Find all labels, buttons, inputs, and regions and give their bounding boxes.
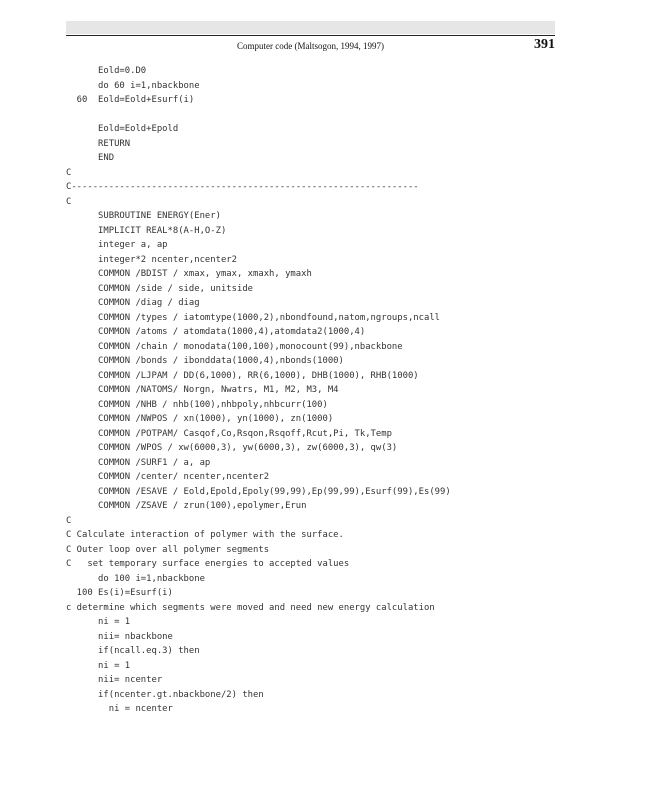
top-shade-bar — [66, 21, 555, 34]
code-line: ni = ncenter — [66, 704, 173, 714]
header-rule — [66, 35, 555, 36]
code-line: do 100 i=1,nbackbone — [66, 573, 205, 584]
code-line: ni = 1 — [66, 617, 131, 627]
code-line: COMMON /types / iatomtype(1000,2),nbondfound,natom,ngroups,ncall — [66, 312, 441, 323]
code-listing — [66, 64, 451, 717]
code-line: COMMON /BDIST / xmax, ymax, xmaxh, ymaxh — [66, 269, 312, 279]
code-line: do 60 i=1,nbackbone — [66, 80, 200, 91]
code-line: Eold=0.D0 — [66, 66, 147, 76]
code-line: END — [66, 153, 115, 163]
code-line: C Calculate interaction of polymer with the surface. — [66, 530, 344, 540]
code-line: COMMON /chain / monodata(100,100),monocount(99),nbackbone — [66, 341, 403, 352]
code-line: COMMON /ESAVE / Eold,Epold,Epoly(99,99),Ep(99,99),Esurf(99),Es(99) — [66, 486, 451, 497]
code-line: integer a, ap — [66, 240, 168, 250]
code-line: COMMON /side / side, unitside — [66, 283, 254, 294]
code-line: C — [66, 167, 72, 178]
code-line: COMMON /ZSAVE / zrun(100),epolymer,Erun — [66, 501, 307, 511]
code-line: integer*2 ncenter,ncenter2 — [66, 254, 237, 265]
code-line: C set temporary surface energies to accepted values — [66, 559, 350, 569]
running-title: Computer code (Maltsogon, 1994, 1997) — [237, 41, 384, 51]
code-line: C — [66, 196, 72, 207]
code-line: C----------------------------------------------------------------- — [66, 182, 419, 192]
code-line: COMMON /diag / diag — [66, 298, 200, 308]
code-line: COMMON /bonds / ibonddata(1000,4),nbonds(1000) — [66, 356, 344, 366]
code-line: COMMON /SURF1 / a, ap — [66, 457, 211, 468]
code-line: C — [66, 515, 72, 526]
page-number: 391 — [534, 37, 555, 52]
code-line: COMMON /NHB / nhb(100),nhbpoly,nhbcurr(100) — [66, 399, 328, 410]
code-line — [66, 108, 451, 123]
code-line: if(ncenter.gt.nbackbone/2) then — [66, 689, 264, 700]
code-line: COMMON /atoms / atomdata(1000,4),atomdata2(1000,4) — [66, 327, 366, 337]
code-line: 60 Eold=Eold+Esurf(i) — [66, 95, 195, 105]
code-line: RETURN — [66, 138, 131, 149]
code-line: COMMON /LJPAM / DD(6,1000), RR(6,1000), DHB(1000), RHB(1000) — [66, 370, 419, 381]
code-line: nii= ncenter — [66, 675, 163, 685]
code-line: COMMON /WPOS / xw(6000,3), yw(6000,3), zw(6000,3), qw(3) — [66, 443, 398, 453]
code-line: c determine which segments were moved and need new energy calculation — [66, 602, 435, 613]
code-line: if(ncall.eq.3) then — [66, 646, 200, 656]
code-line: IMPLICIT REAL*8(A-H,O-Z) — [66, 225, 227, 236]
code-line: COMMON /POTPAM/ Casqof,Co,Rsqon,Rsqoff,Rcut,Pi, Tk,Temp — [66, 428, 392, 439]
code-line: Eold=Eold+Epold — [66, 124, 179, 134]
code-line: COMMON /center/ ncenter,ncenter2 — [66, 472, 270, 482]
code-line: COMMON /NWPOS / xn(1000), yn(1000), zn(1000) — [66, 414, 334, 424]
code-line: C Outer loop over all polymer segments — [66, 544, 270, 555]
code-line: SUBROUTINE ENERGY(Ener) — [66, 211, 221, 221]
code-line: ni = 1 — [66, 660, 131, 671]
code-line: nii= nbackbone — [66, 631, 173, 642]
code-line: COMMON /NATOMS/ Norgn, Nwatrs, M1, M2, M3, M4 — [66, 385, 339, 395]
code-line: 100 Es(i)=Esurf(i) — [66, 588, 173, 598]
